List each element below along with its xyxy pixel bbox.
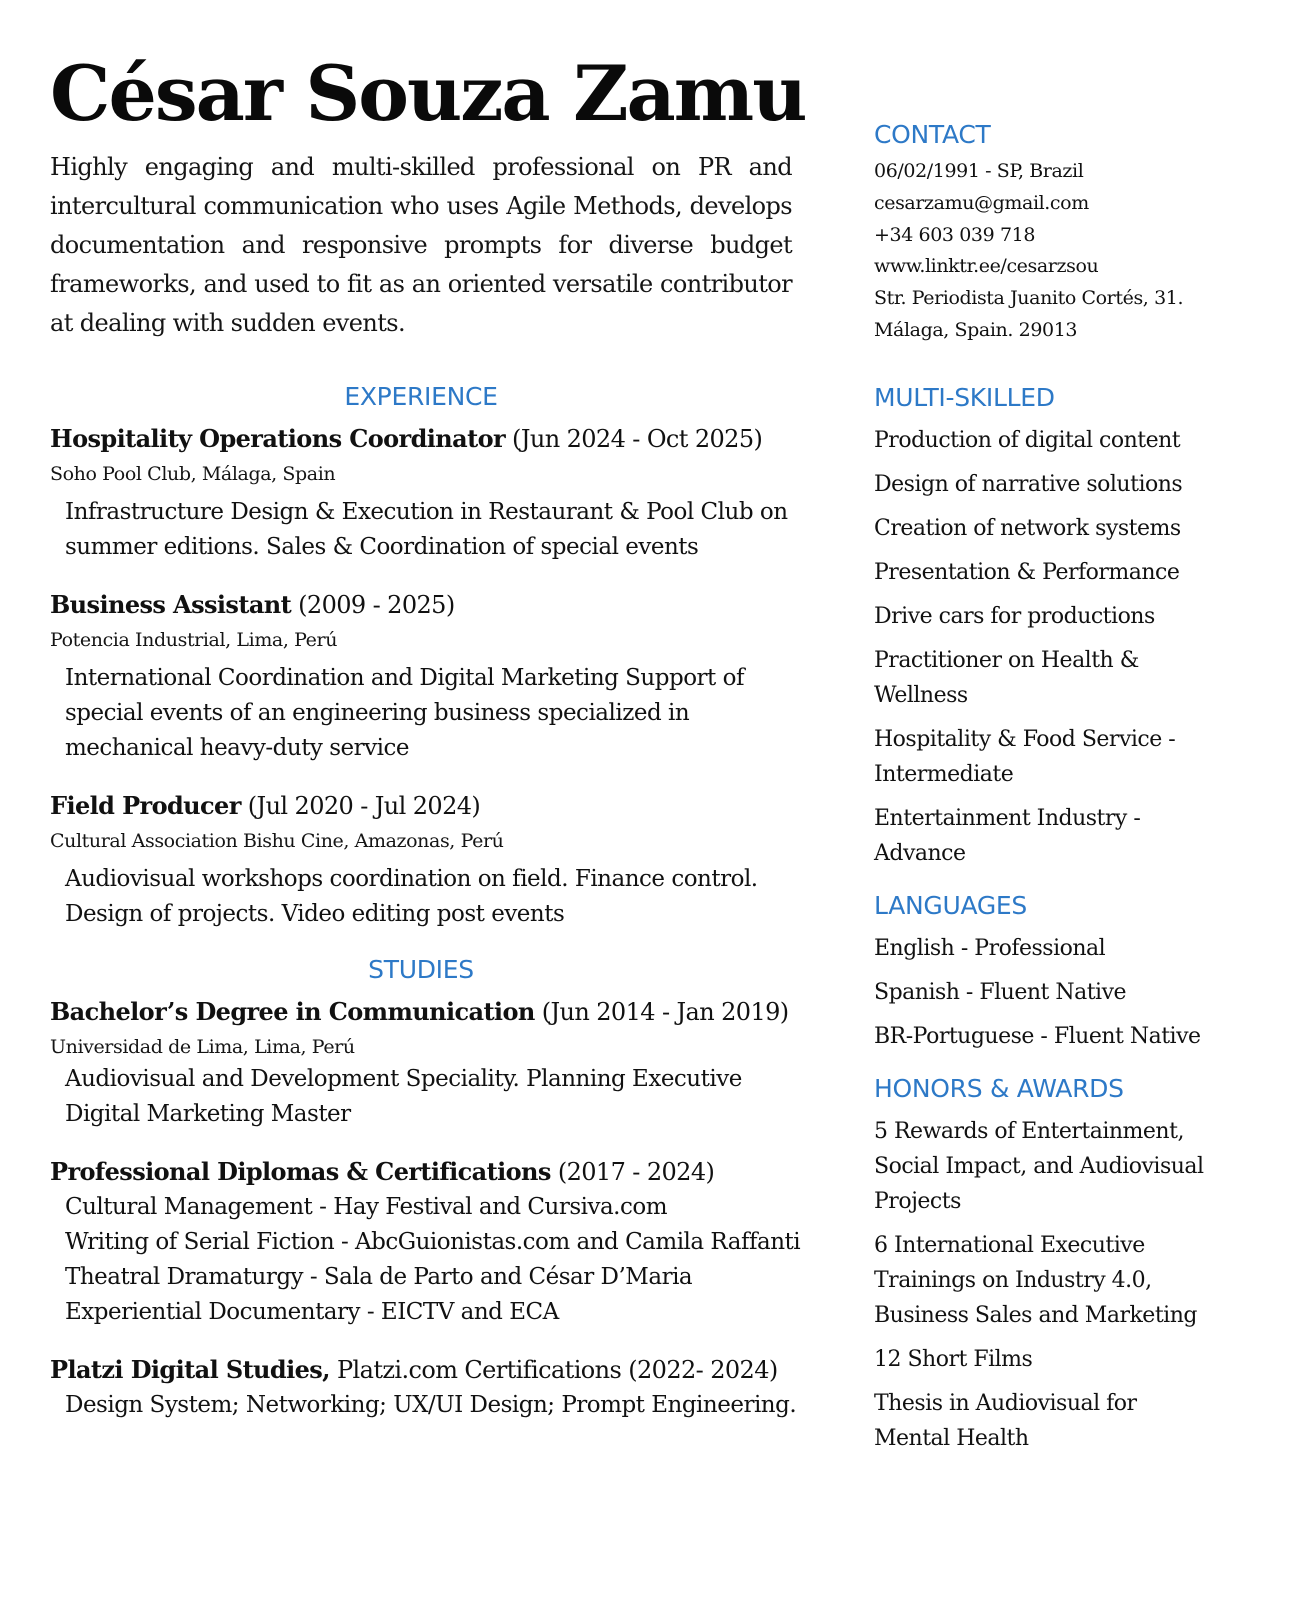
item-line: Spanish - Fluent Native (874, 979, 1127, 1005)
honor-item (874, 1114, 1294, 1219)
item-line: Creation of network systems (874, 515, 1181, 541)
job-description (50, 495, 792, 565)
job-dates: (Jul 2020 - Jul 2024) (240, 792, 481, 820)
job-organization: Potencia Industrial, Lima, Perú (50, 629, 338, 651)
item-line: 12 Short Films (874, 1346, 1033, 1372)
skill-item (874, 467, 1294, 502)
skills-heading: MULTI-SKILLED (874, 382, 1055, 412)
description-line: Audiovisual workshops coordination on field. Finance control. (65, 866, 758, 892)
entry-title (50, 788, 792, 824)
honor-item (874, 1386, 1294, 1456)
studies-heading: STUDIES (368, 955, 474, 984)
study-description (50, 1190, 801, 1330)
job-role: Field Producer (50, 791, 241, 820)
job-description (50, 661, 792, 766)
description-line: Experiential Documentary - EICTV and ECA (65, 1299, 559, 1325)
entry-title (50, 587, 792, 623)
item-line: Hospitality & Food Service - (874, 726, 1176, 752)
side-column (874, 118, 1294, 1465)
item-line: Practitioner on Health & (874, 647, 1139, 673)
study-description (50, 1062, 792, 1132)
contact-list (874, 156, 1294, 347)
profile-summary: Highly engaging and multi-skilled professional on PR and intercultural communication who uses Agile Methods, develops documentation and responsive prompts for diverse budget frameworks, and used to fit as an oriented versatile contributor at dealing with sudden events. (50, 153, 792, 337)
study-entry (50, 1154, 801, 1330)
item-line: Entertainment Industry - (874, 805, 1141, 831)
candidate-name: César Souza Zamu (50, 49, 806, 138)
email-address: cesarzamu@gmail.com (874, 191, 1089, 214)
skill-item (874, 555, 1294, 590)
item-line: Social Impact, and Audiovisual (874, 1153, 1204, 1179)
experience-entry (50, 587, 792, 766)
entry-title (50, 994, 792, 1030)
honors-heading: HONORS & AWARDS (874, 1073, 1124, 1103)
item-line: Intermediate (874, 761, 1014, 787)
job-role: Hospitality Operations Coordinator (50, 424, 506, 453)
study-entry (50, 1352, 797, 1423)
item-line: Projects (874, 1188, 961, 1214)
languages-list (874, 931, 1294, 1054)
contact-heading: CONTACT (874, 120, 991, 149)
description-line: special events of an engineering business specialized in (65, 700, 690, 726)
skill-item (874, 423, 1294, 458)
language-item (874, 931, 1294, 966)
language-item (874, 1019, 1294, 1054)
job-organization: Soho Pool Club, Málaga, Spain (50, 463, 336, 485)
study-entry (50, 994, 792, 1132)
experience-entry (50, 421, 792, 565)
degree-name: Professional Diplomas & Certifications (50, 1157, 551, 1186)
city-address: Málaga, Spain. 29013 (874, 318, 1078, 341)
job-description (50, 862, 792, 932)
item-line: BR-Portuguese - Fluent Native (874, 1023, 1201, 1049)
item-line: Mental Health (874, 1425, 1029, 1451)
description-line: Infrastructure Design & Execution in Restaurant & Pool Club on (65, 499, 788, 525)
item-line: Design of narrative solutions (874, 471, 1183, 497)
description-line: Design System; Networking; UX/UI Design; Prompt Engineering. (65, 1392, 797, 1418)
item-line: Wellness (874, 682, 968, 708)
degree-name: Bachelor’s Degree in Communication (50, 997, 535, 1026)
description-line: Theatral Dramaturgy - Sala de Parto and César D’Maria (65, 1264, 693, 1290)
item-line: 6 International Executive (874, 1232, 1145, 1258)
job-dates: (2009 - 2025) (291, 591, 455, 619)
honor-item (874, 1342, 1294, 1377)
skill-item (874, 801, 1294, 871)
item-line: Production of digital content (874, 427, 1181, 453)
website-link: www.linktr.ee/cesarzsou (874, 255, 1099, 278)
institution: Universidad de Lima, Lima, Perú (50, 1036, 355, 1058)
item-line: Drive cars for productions (874, 603, 1155, 629)
job-organization: Cultural Association Bishu Cine, Amazonas, Perú (50, 830, 504, 852)
skills-list (874, 423, 1294, 871)
birth-info: 06/02/1991 - SP, Brazil (874, 160, 1084, 182)
experience-heading: EXPERIENCE (344, 382, 498, 411)
skill-item (874, 722, 1294, 792)
street-address: Str. Periodista Juanito Cortés, 31. (874, 287, 1184, 310)
description-line: Cultural Management - Hay Festival and Cursiva.com (65, 1194, 668, 1220)
item-line: Presentation & Performance (874, 559, 1180, 585)
item-line: 5 Rewards of Entertainment, (874, 1118, 1184, 1144)
main-column (50, 48, 806, 1423)
description-line: Design of projects. Video editing post events (65, 901, 565, 927)
item-line: English - Professional (874, 935, 1106, 961)
study-description (50, 1388, 797, 1423)
job-dates: (Jun 2024 - Oct 2025) (505, 425, 763, 453)
description-line: Writing of Serial Fiction - AbcGuionistas.com and Camila Raffanti (65, 1229, 801, 1255)
entry-title (50, 1154, 792, 1190)
honor-item (874, 1228, 1294, 1333)
description-line: summer editions. Sales & Coordination of special events (65, 534, 699, 560)
phone-number: +34 603 039 718 (874, 223, 1036, 246)
description-line: Digital Marketing Master (65, 1101, 351, 1127)
item-line: Business Sales and Marketing (874, 1302, 1197, 1328)
entry-title (50, 1352, 792, 1388)
item-line: Advance (874, 840, 966, 866)
job-role: Business Assistant (50, 590, 292, 619)
study-dates: (Jun 2014 - Jan 2019) (534, 998, 789, 1026)
skill-item (874, 511, 1294, 546)
entry-title (50, 421, 792, 457)
languages-heading: LANGUAGES (874, 890, 1027, 920)
item-line: Trainings on Industry 4.0, (874, 1267, 1152, 1293)
study-dates: (2017 - 2024) (550, 1158, 715, 1186)
description-line: International Coordination and Digital Marketing Support of (65, 665, 744, 691)
experience-entry (50, 788, 792, 932)
degree-name: Platzi Digital Studies, (50, 1355, 330, 1384)
item-line: Thesis in Audiovisual for (874, 1390, 1137, 1416)
description-line: Audiovisual and Development Speciality. Planning Executive (65, 1066, 742, 1092)
honors-list (874, 1114, 1294, 1456)
language-item (874, 975, 1294, 1010)
skill-item (874, 599, 1294, 634)
description-line: mechanical heavy-duty service (65, 735, 409, 761)
study-dates: Platzi.com Certifications (2022- 2024) (329, 1356, 778, 1384)
skill-item (874, 643, 1294, 713)
